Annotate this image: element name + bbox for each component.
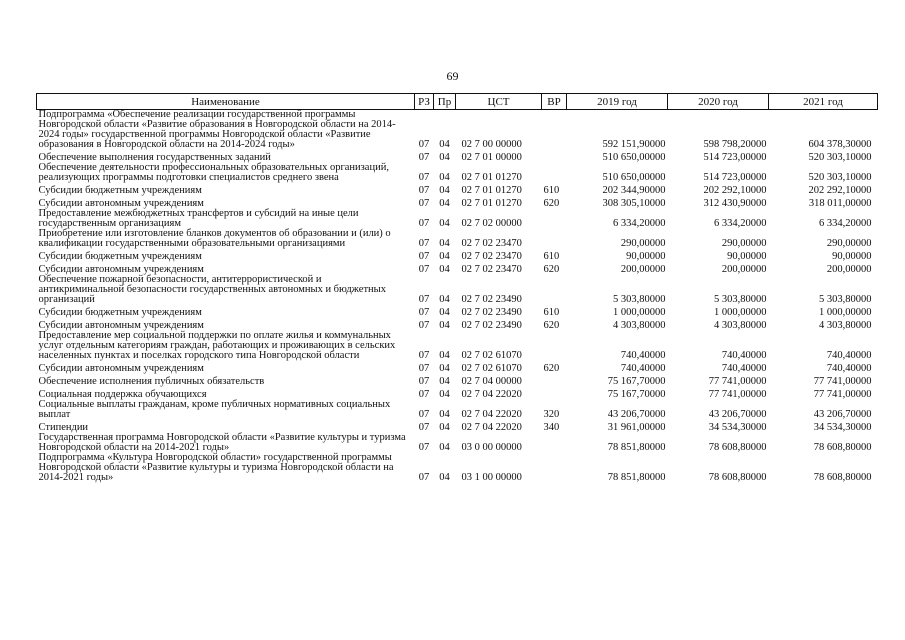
header-2019: 2019 год: [567, 94, 668, 110]
cell-name: Субсидии автономным учреждениям: [38, 320, 204, 331]
cell-cst: 02 7 01 01270: [461, 198, 522, 209]
cell-2021: 90,00000: [832, 251, 872, 262]
header-vr: ВР: [542, 94, 567, 110]
cell-cst: 02 7 01 01270: [461, 172, 522, 183]
cell-name: Обеспечение пожарной безопасности, антитеррористической и антикриминальной безопасности государственных автономных и бюджетных организаций: [38, 274, 386, 305]
cell-pr: 04: [439, 198, 450, 209]
cell-cst: 02 7 02 61070: [461, 350, 522, 361]
cell-rz: 07: [418, 139, 430, 150]
cell-2019: 740,40000: [620, 363, 666, 374]
cell-rz: 07: [418, 376, 430, 387]
table-row: [37, 229, 878, 249]
cell-vr: 340: [543, 422, 560, 433]
cell-name: Социальные выплаты гражданам, кроме публичных нормативных социальных выплат: [38, 399, 391, 420]
cell-vr: [542, 331, 567, 361]
cell-name: Социальная поддержка обучающихся: [38, 389, 207, 400]
cell-vr: 620: [543, 264, 560, 275]
cell-2019: 1 000,00000: [613, 307, 666, 318]
cell-pr: 04: [439, 472, 450, 483]
cell-cst: 03 1 00 00000: [461, 472, 522, 483]
cell-2021: 200,00000: [826, 264, 872, 275]
cell-vr: [542, 387, 567, 400]
cell-2020: 90,00000: [727, 251, 767, 262]
cell-pr: 04: [439, 307, 450, 318]
cell-cst: 02 7 02 23470: [461, 264, 522, 275]
table-row: [37, 183, 878, 196]
cell-2019: 6 334,20000: [613, 218, 666, 229]
cell-2021: 78 608,80000: [813, 442, 872, 453]
cell-2019: 510 650,00000: [602, 172, 666, 183]
cell-cst: 02 7 04 00000: [461, 376, 522, 387]
cell-vr: [542, 150, 567, 163]
cell-2019: 510 650,00000: [602, 152, 666, 163]
cell-rz: 07: [418, 442, 430, 453]
cell-cst: 02 7 00 00000: [461, 139, 522, 150]
cell-2020: 514 723,00000: [703, 152, 767, 163]
table-row: [37, 374, 878, 387]
cell-2019: 200,00000: [620, 264, 666, 275]
cell-rz: 07: [418, 350, 430, 361]
cell-pr: 04: [439, 442, 450, 453]
cell-2020: 6 334,20000: [714, 218, 767, 229]
cell-pr: 04: [439, 264, 450, 275]
cell-2020: 598 798,20000: [703, 139, 767, 150]
cell-pr: 04: [439, 320, 450, 331]
cell-2021: 34 534,30000: [813, 422, 872, 433]
cell-2021: 520 303,10000: [808, 152, 872, 163]
cell-vr: [542, 110, 567, 151]
cell-name: Субсидии бюджетным учреждениям: [38, 251, 202, 262]
cell-2021: 78 608,80000: [813, 472, 872, 483]
table-row: [37, 433, 878, 453]
cell-name: Субсидии автономным учреждениям: [38, 264, 204, 275]
cell-2021: 77 741,00000: [813, 376, 872, 387]
table-row: [37, 331, 878, 361]
header-name: Наименование: [37, 94, 415, 110]
cell-pr: 04: [439, 389, 450, 400]
cell-vr: 610: [543, 251, 560, 262]
cell-cst: 02 7 02 23490: [461, 320, 522, 331]
table-header-row: [37, 94, 878, 110]
cell-name: Стипендии: [38, 422, 89, 433]
cell-vr: 610: [543, 307, 560, 318]
header-cst: ЦСТ: [456, 94, 542, 110]
cell-2021: 77 741,00000: [813, 389, 872, 400]
cell-cst: 02 7 02 23490: [461, 307, 522, 318]
cell-2019: 90,00000: [626, 251, 666, 262]
cell-2019: 740,40000: [620, 350, 666, 361]
table-row: [37, 361, 878, 374]
cell-2021: 1 000,00000: [819, 307, 872, 318]
cell-rz: 07: [418, 218, 430, 229]
cell-2021: 43 206,70000: [813, 409, 872, 420]
cell-2020: 34 534,30000: [708, 422, 767, 433]
cell-2020: 77 741,00000: [708, 389, 767, 400]
cell-rz: 07: [418, 198, 430, 209]
cell-pr: 04: [439, 350, 450, 361]
cell-pr: 04: [439, 139, 450, 150]
table-row: [37, 110, 878, 151]
cell-2020: 202 292,10000: [703, 185, 767, 196]
budget-table: [36, 93, 878, 483]
cell-cst: 02 7 01 00000: [461, 152, 522, 163]
cell-rz: 07: [418, 389, 430, 400]
cell-2019: 592 151,90000: [602, 139, 666, 150]
cell-cst: 02 7 02 00000: [461, 218, 522, 229]
table-body: [37, 110, 878, 484]
cell-2021: 520 303,10000: [808, 172, 872, 183]
cell-vr: 620: [543, 198, 560, 209]
cell-pr: 04: [439, 363, 450, 374]
cell-2020: 78 608,80000: [708, 442, 767, 453]
cell-rz: 07: [418, 422, 430, 433]
header-pr: Пр: [434, 94, 456, 110]
cell-name: Подпрограмма «Обеспечение реализации государственной программы Новгородской области «Развитие образования в Новгородской области на 2014-2024 годы» государственной программы Новгородской области «Развитие образования в Новгородской области на 2014-2024 годы»: [38, 109, 396, 150]
table-row: [37, 249, 878, 262]
cell-2019: 75 167,70000: [607, 389, 666, 400]
cell-rz: 07: [418, 307, 430, 318]
cell-rz: 07: [418, 294, 430, 305]
cell-vr: [542, 229, 567, 249]
cell-rz: 07: [418, 472, 430, 483]
cell-rz: 07: [418, 172, 430, 183]
cell-rz: 07: [418, 185, 430, 196]
cell-2021: 604 378,30000: [808, 139, 872, 150]
cell-cst: 02 7 04 22020: [461, 409, 522, 420]
cell-vr: [542, 374, 567, 387]
cell-2020: 43 206,70000: [708, 409, 767, 420]
cell-cst: 02 7 01 01270: [461, 185, 522, 196]
cell-cst: 02 7 04 22020: [461, 422, 522, 433]
cell-name: Предоставление межбюджетных трансфертов и субсидий на иные цели государственным организациям: [38, 208, 359, 229]
cell-2020: 740,40000: [721, 350, 767, 361]
table-row: [37, 453, 878, 483]
cell-2021: 6 334,20000: [819, 218, 872, 229]
cell-name: Субсидии бюджетным учреждениям: [38, 307, 202, 318]
cell-rz: 07: [418, 238, 430, 249]
cell-pr: 04: [439, 172, 450, 183]
cell-2021: 740,40000: [826, 350, 872, 361]
cell-vr: [542, 275, 567, 305]
cell-2020: 514 723,00000: [703, 172, 767, 183]
table-row: [37, 163, 878, 183]
cell-2020: 740,40000: [721, 363, 767, 374]
cell-2021: 318 011,00000: [808, 198, 872, 209]
cell-name: Приобретение или изготовление бланков документов об образовании и (или) о квалификации государственными образовательными организациями: [38, 228, 391, 249]
cell-rz: 07: [418, 251, 430, 262]
cell-name: Субсидии автономным учреждениям: [38, 363, 204, 374]
cell-pr: 04: [439, 238, 450, 249]
cell-rz: 07: [418, 363, 430, 374]
table-row: [37, 305, 878, 318]
cell-cst: 02 7 02 23490: [461, 294, 522, 305]
cell-2019: 5 303,80000: [613, 294, 666, 305]
cell-2019: 75 167,70000: [607, 376, 666, 387]
cell-name: Субсидии автономным учреждениям: [38, 198, 204, 209]
cell-2019: 78 851,80000: [607, 472, 666, 483]
header-2021: 2021 год: [769, 94, 878, 110]
cell-2020: 4 303,80000: [714, 320, 767, 331]
cell-2020: 312 430,90000: [703, 198, 767, 209]
cell-cst: 02 7 04 22020: [461, 389, 522, 400]
cell-2021: 4 303,80000: [819, 320, 872, 331]
table-row: [37, 275, 878, 305]
cell-pr: 04: [439, 218, 450, 229]
cell-2021: 740,40000: [826, 363, 872, 374]
cell-name: Обеспечение выполнения государственных заданий: [38, 152, 271, 163]
cell-name: Обеспечение деятельности профессиональных образовательных организаций, реализующих программы подготовки специалистов среднего звена: [38, 162, 389, 183]
cell-rz: 07: [418, 264, 430, 275]
cell-name: Субсидии бюджетным учреждениям: [38, 185, 202, 196]
cell-2020: 1 000,00000: [714, 307, 767, 318]
cell-2019: 31 961,00000: [607, 422, 666, 433]
cell-2021: 5 303,80000: [819, 294, 872, 305]
cell-2019: 308 305,10000: [602, 198, 666, 209]
cell-cst: 02 7 02 23470: [461, 238, 522, 249]
cell-2020: 5 303,80000: [714, 294, 767, 305]
cell-vr: [542, 163, 567, 183]
cell-pr: 04: [439, 376, 450, 387]
cell-rz: 07: [418, 320, 430, 331]
cell-vr: [542, 433, 567, 453]
cell-2020: 200,00000: [721, 264, 767, 275]
cell-name: Подпрограмма «Культура Новгородской области» государственной программы Новгородской области «Развитие культуры и туризма Новгородской области на 2014-2021 годы»: [38, 452, 394, 483]
cell-2021: 202 292,10000: [808, 185, 872, 196]
cell-vr: [542, 209, 567, 229]
table-row: [37, 209, 878, 229]
cell-pr: 04: [439, 409, 450, 420]
cell-vr: 620: [543, 320, 560, 331]
table-row: [37, 400, 878, 420]
cell-2019: 4 303,80000: [613, 320, 666, 331]
cell-2021: 290,00000: [826, 238, 872, 249]
cell-2019: 78 851,80000: [607, 442, 666, 453]
cell-pr: 04: [439, 185, 450, 196]
cell-pr: 04: [439, 152, 450, 163]
cell-rz: 07: [418, 409, 430, 420]
cell-vr: [542, 453, 567, 483]
cell-pr: 04: [439, 422, 450, 433]
cell-2020: 77 741,00000: [708, 376, 767, 387]
cell-vr: 320: [543, 409, 560, 420]
cell-2019: 290,00000: [620, 238, 666, 249]
cell-cst: 02 7 02 61070: [461, 363, 522, 374]
cell-rz: 07: [418, 152, 430, 163]
cell-name: Государственная программа Новгородской области «Развитие культуры и туризма Новгородской области на 2014-2021 годы»: [38, 432, 406, 453]
cell-vr: 620: [543, 363, 560, 374]
cell-name: Предоставление мер социальной поддержки по оплате жилья и коммунальных услуг отдельным категориям граждан, работающих и проживающих в сельских населенных пунктах и поселках городского типа Новгородской области: [38, 330, 396, 361]
cell-2019: 43 206,70000: [607, 409, 666, 420]
cell-2020: 78 608,80000: [708, 472, 767, 483]
cell-cst: 02 7 02 23470: [461, 251, 522, 262]
cell-2020: 290,00000: [721, 238, 767, 249]
cell-vr: 610: [543, 185, 560, 196]
cell-pr: 04: [439, 251, 450, 262]
cell-name: Обеспечение исполнения публичных обязательств: [38, 376, 265, 387]
header-2020: 2020 год: [668, 94, 769, 110]
cell-2019: 202 344,90000: [602, 185, 666, 196]
header-rz: РЗ: [415, 94, 434, 110]
page-number: 69: [446, 69, 459, 83]
cell-cst: 03 0 00 00000: [461, 442, 522, 453]
cell-pr: 04: [439, 294, 450, 305]
